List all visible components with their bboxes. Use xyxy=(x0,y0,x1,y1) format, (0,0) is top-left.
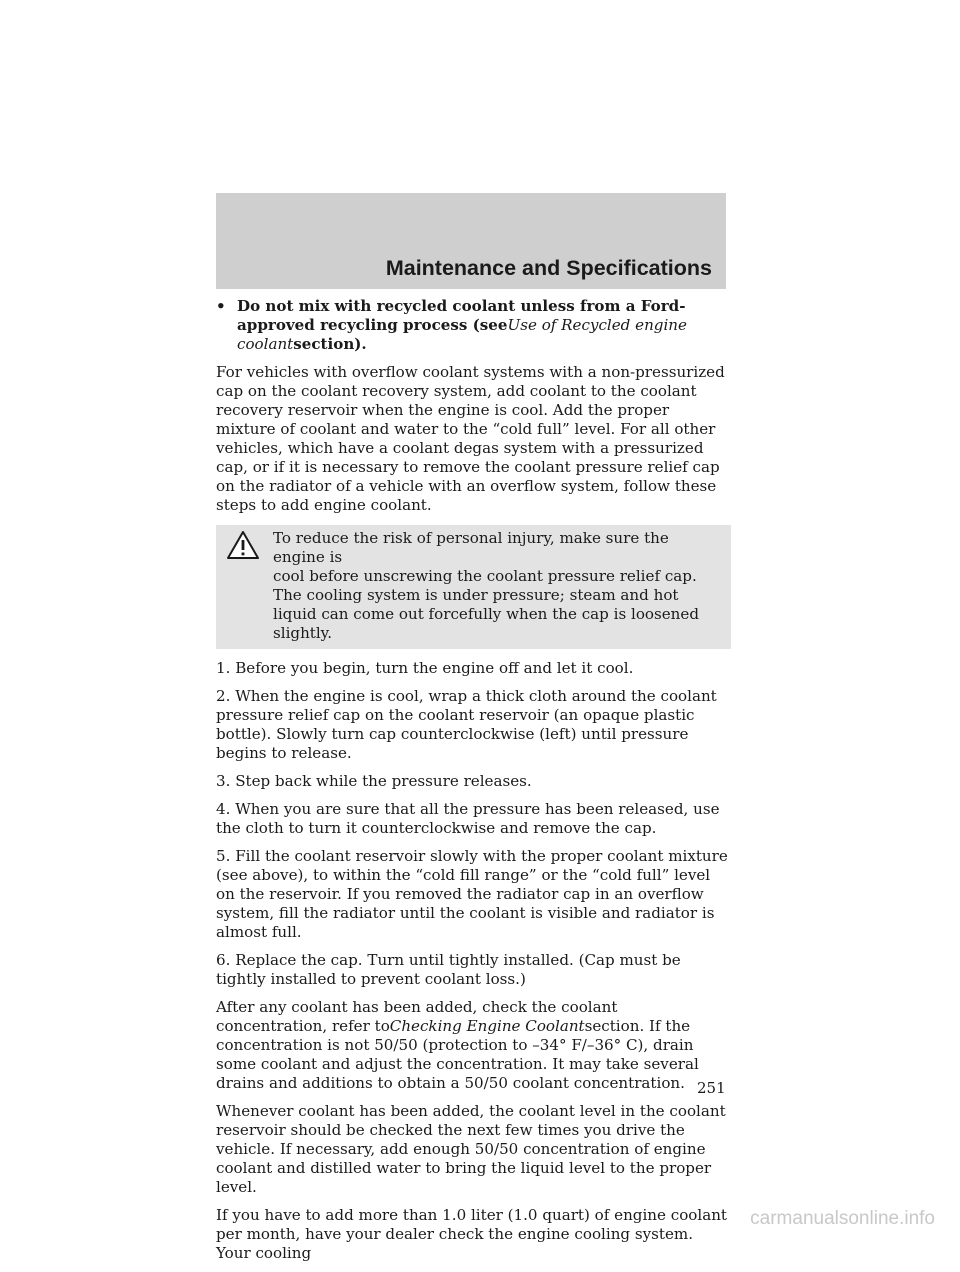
bullet-bold-after: section). xyxy=(293,335,367,353)
warning-triangle-icon xyxy=(226,530,260,560)
warning-text: cool before unscrewing the coolant pressure relief cap. The cooling system is under pressure; steam and hot liquid can come out forcefully when the cap is loosened slightly. xyxy=(273,567,700,642)
section-header-band xyxy=(216,193,726,289)
bullet-italic-ref: Use of Recycled engine coolant xyxy=(237,316,687,353)
step-1: 1. Before you begin, turn the engine off and let it cool. xyxy=(216,659,634,677)
step-4: 4. When you are sure that all the pressure has been released, use the cloth to turn it counterclockwise and remove the cap. xyxy=(216,800,720,837)
page-content xyxy=(216,297,728,1272)
intro-paragraph: For vehicles with overflow coolant systems with a non-pressurized cap on the coolant recovery system, add coolant to the coolant recovery reservoir when the engine is cool. Add the proper mixture of coolant and water to the “cold full” level. For all other vehicles, which have a coolant degas system with a pressurized cap, or if it is necessary to remove the coolant pressure relief cap on the radiator of a vehicle with an overflow system, follow these steps to add engine coolant. xyxy=(216,363,725,514)
last-paragraph: If you have to add more than 1.0 liter (1.0 quart) of engine coolant per month, have your dealer check the engine cooling system. Your cooling xyxy=(216,1206,727,1262)
step-6: 6. Replace the cap. Turn until tightly installed. (Cap must be tightly installed to prevent coolant loss.) xyxy=(216,951,681,988)
bullet-text xyxy=(237,297,728,354)
bullet-item xyxy=(216,297,728,354)
after-added-italic-ref: Checking Engine Coolant xyxy=(389,1017,585,1035)
whenever-paragraph: Whenever coolant has been added, the coolant level in the coolant reservoir should be checked the next few times you drive the vehicle. If necessary, add enough 50/50 concentration of engine coolant and distilled water to bring the liquid level to the proper level. xyxy=(216,1102,726,1196)
warning-first-line: To reduce the risk of personal injury, make sure the engine is xyxy=(273,529,669,566)
warning-box xyxy=(216,525,731,649)
step-3: 3. Step back while the pressure releases. xyxy=(216,772,532,790)
page-number: 251 xyxy=(697,1079,726,1097)
bullet-bold-before: Do not mix with recycled coolant unless from a Ford-approved recycling process (see xyxy=(237,297,686,334)
after-added-after: section. If the concentration is not 50/50 (protection to –34° F/–36° C), drain some coolant and adjust the concentration. It may take several drains and additions to obtain a 50/50 coolant concentration. xyxy=(216,1017,699,1092)
after-added-paragraph xyxy=(216,998,728,1093)
step-2: 2. When the engine is cool, wrap a thick cloth around the coolant pressure relief cap on the coolant reservoir (an opaque plastic bottle). Slowly turn cap counterclockwise (left) until pressure begins to release. xyxy=(216,687,717,762)
watermark: carmanualsonline.info xyxy=(750,1208,935,1229)
after-added-before: After any coolant has been added, check the coolant concentration, refer to xyxy=(216,998,618,1035)
bullet-dot-icon: • xyxy=(216,297,226,315)
step-5: 5. Fill the coolant reservoir slowly with the proper coolant mixture (see above), to within the “cold fill range” or the “cold full” level on the reservoir. If you removed the radiator cap in an overflow system, fill the radiator until the coolant is visible and radiator is almost full. xyxy=(216,847,728,941)
section-title: Maintenance and Specifications xyxy=(385,256,712,280)
